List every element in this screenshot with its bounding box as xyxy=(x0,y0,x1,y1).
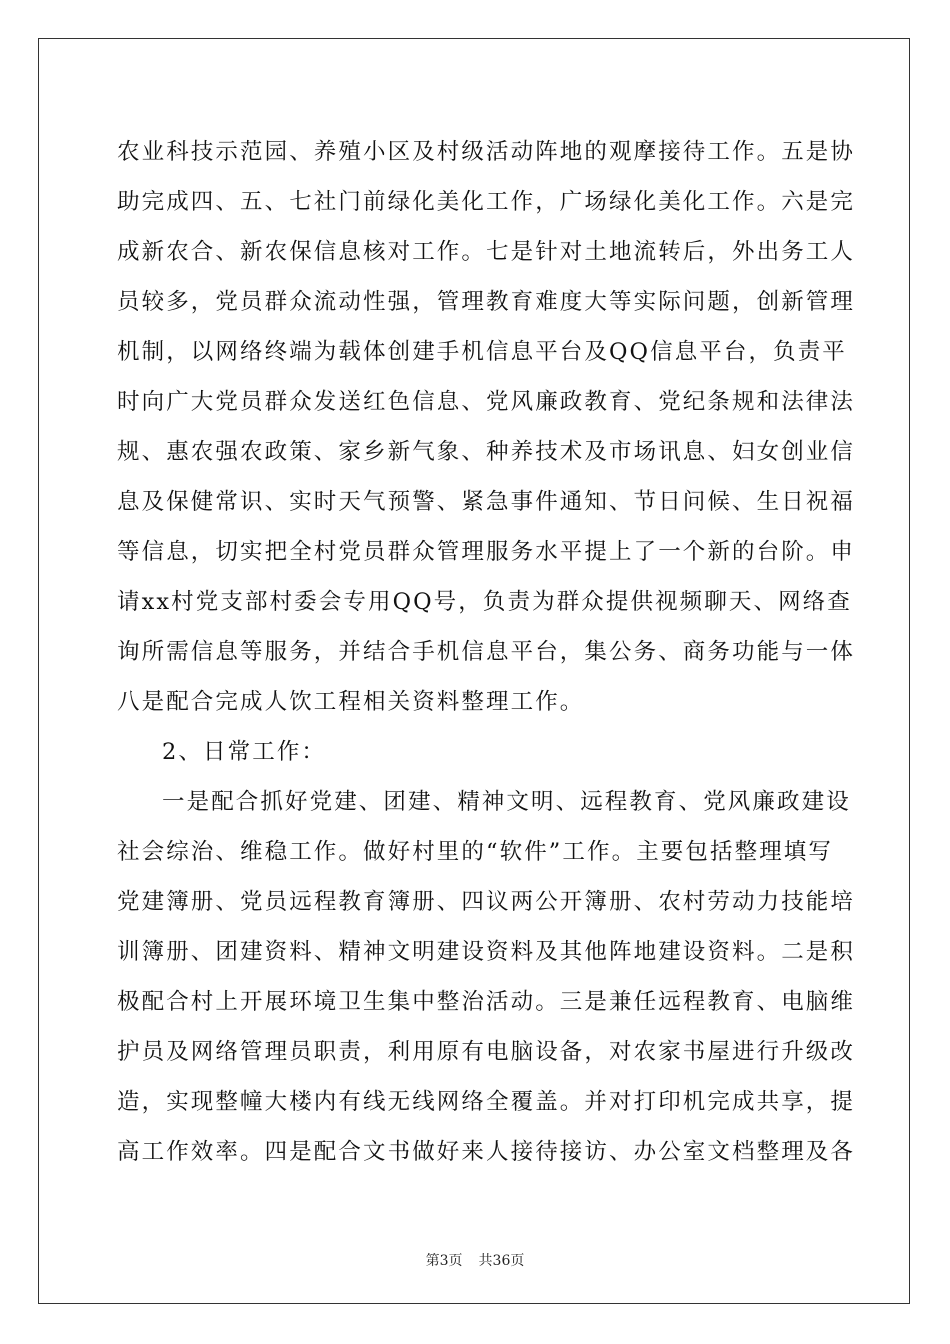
body-text-line: 农业科技示范园、养殖小区及村级活动阵地的观摩接待工作。五是协 xyxy=(117,139,856,165)
body-text-line: 助完成四、五、七社门前绿化美化工作，广场绿化美化工作。六是完 xyxy=(117,189,856,215)
body-text-line: 成新农合、新农保信息核对工作。七是针对土地流转后，外出务工人 xyxy=(117,239,856,265)
total-pages: 共36页 xyxy=(478,1253,525,1269)
section-heading: 2、日常工作： xyxy=(162,739,327,765)
page-number: 第3页 xyxy=(425,1253,463,1269)
body-text-line: 训簿册、团建资料、精神文明建设资料及其他阵地建设资料。二是积 xyxy=(117,939,856,965)
body-text-line: 八是配合完成人饮工程相关资料整理工作。 xyxy=(117,689,585,715)
body-text-line: 高工作效率。四是配合文书做好来人接待接访、办公室文档整理及各 xyxy=(117,1139,856,1165)
body-text-line: 护员及网络管理员职责，利用原有电脑设备，对农家书屋进行升级改 xyxy=(117,1039,856,1065)
body-text-line: 询所需信息等服务，并结合手机信息平台，集公务、商务功能与一体 xyxy=(117,639,856,665)
body-text-line: 一是配合抓好党建、团建、精神文明、远程教育、党风廉政建设 xyxy=(162,789,851,815)
body-text-line: 机制，以网络终端为载体创建手机信息平台及QQ信息平台，负责平 xyxy=(117,339,847,365)
body-text-line: 极配合村上开展环境卫生集中整治活动。三是兼任远程教育、电脑维 xyxy=(117,989,856,1015)
body-text-line: 党建簿册、党员远程教育簿册、四议两公开簿册、农村劳动力技能培 xyxy=(117,889,856,915)
body-text-line: 员较多，党员群众流动性强，管理教育难度大等实际问题，创新管理 xyxy=(117,289,856,315)
page-footer xyxy=(0,1250,950,1270)
body-text-line: 请xx村党支部村委会专用QQ号，负责为群众提供视频聊天、网络查 xyxy=(117,589,852,615)
body-text-line: 造，实现整幢大楼内有线无线网络全覆盖。并对打印机完成共享，提 xyxy=(117,1089,856,1115)
body-text-line: 规、惠农强农政策、家乡新气象、种养技术及市场讯息、妇女创业信 xyxy=(117,439,856,465)
body-text-line: 社会综治、维稳工作。做好村里的“软件”工作。主要包括整理填写 xyxy=(117,839,834,865)
body-text-line: 息及保健常识、实时天气预警、紧急事件通知、节日问候、生日祝福 xyxy=(117,489,856,515)
body-text-line: 等信息，切实把全村党员群众管理服务水平提上了一个新的台阶。申 xyxy=(117,539,856,565)
body-text-line: 时向广大党员群众发送红色信息、党风廉政教育、党纪条规和法律法 xyxy=(117,389,856,415)
